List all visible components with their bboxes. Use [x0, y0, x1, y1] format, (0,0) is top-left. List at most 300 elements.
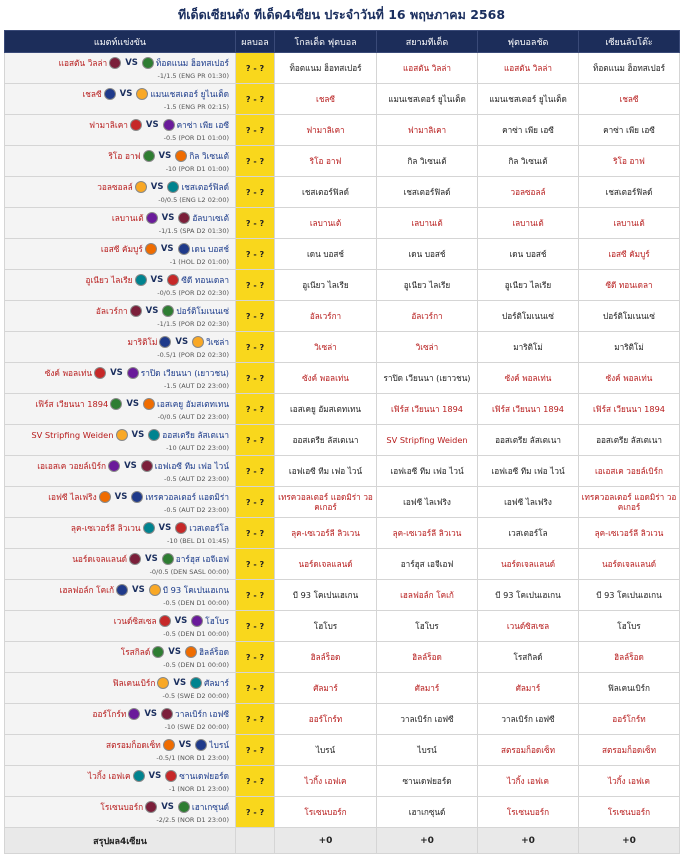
tipster-pick: บี 93 โคเปนเฮเกน	[478, 580, 579, 611]
tipster-pick: ซานเดฟยอร์ด	[377, 766, 478, 797]
tipster-pick: ซีดี ทอนเดลา	[579, 270, 680, 301]
away-team-logo-icon	[178, 243, 190, 255]
tipster-pick: ริโอ อาฟ	[275, 146, 377, 177]
tipster-pick: เวนด์ซิสเซล	[478, 611, 579, 642]
tipster-pick: เชลซี	[275, 84, 377, 115]
match-info: -0.5/1 (NOR D1 23:00)	[156, 754, 229, 762]
score-cell: ? - ?	[236, 735, 275, 766]
away-team-logo-icon	[175, 522, 187, 534]
away-team-logo-icon	[165, 770, 177, 782]
away-team[interactable]: ฮิลล์ร็อด	[198, 647, 229, 657]
tipster-pick: สตรอมก็อดเซ็ท	[478, 735, 579, 766]
match-cell[interactable]	[5, 611, 236, 642]
tipster-pick: เลบานเต้	[377, 208, 478, 239]
tipster-pick: ท็อตแนม ฮ็อทสเปอร์	[579, 53, 680, 84]
tipster-pick: เอฟซี ไลเฟริง	[478, 487, 579, 518]
match-info: -0/0.5 (AUT D2 23:00)	[157, 413, 229, 421]
match-cell[interactable]	[5, 456, 236, 487]
home-team-logo-icon	[128, 708, 140, 720]
vs-label: VS	[145, 554, 158, 564]
away-team-logo-icon	[190, 677, 202, 689]
table-row	[5, 518, 680, 549]
away-team[interactable]: อัลบาเซเต้	[192, 213, 229, 223]
home-team[interactable]: เอเอสเค วอยล์เบิร์ก	[37, 461, 107, 471]
match-cell[interactable]	[5, 487, 236, 518]
away-team-logo-icon	[142, 57, 154, 69]
home-team[interactable]: ฟิลเคนเบิร์ก	[112, 678, 156, 688]
vs-label: VS	[150, 182, 164, 192]
away-team[interactable]: ซีดี ทอนเดลา	[181, 275, 229, 285]
vs-label: VS	[131, 585, 145, 595]
summary-label: สรุปผล4เซียน	[5, 828, 236, 854]
score-cell: ? - ?	[236, 332, 275, 363]
score-cell: ? - ?	[236, 394, 275, 425]
home-team-logo-icon	[163, 739, 175, 751]
home-team-logo-icon	[143, 150, 155, 162]
tipster-pick: เอสซี คัมบูร์	[579, 239, 680, 270]
home-team[interactable]: ซังค์ พอลเท่น	[44, 368, 93, 378]
tipster-pick: ซังค์ พอลเท่น	[579, 363, 680, 394]
home-team-logo-icon	[145, 243, 157, 255]
summary-total: +0	[478, 828, 579, 854]
vs-label: VS	[175, 337, 189, 347]
match-cell[interactable]	[5, 208, 236, 239]
match-cell[interactable]	[5, 518, 236, 549]
home-team[interactable]: เอสซี คัมบูร์	[100, 244, 143, 254]
tipster-pick: เชลซี	[579, 84, 680, 115]
tipster-pick: เดน บอสช์	[275, 239, 377, 270]
away-team[interactable]: กิล วิเซนเต้	[189, 151, 229, 161]
tipster-pick: เอสเคยู อัมสเตทเทน	[275, 394, 377, 425]
tipster-pick: นอร์ดเจลแลนด์	[579, 549, 680, 580]
tipster-pick: แมนเชสเตอร์ ยูไนเต็ด	[478, 84, 579, 115]
away-team-logo-icon	[127, 367, 139, 379]
tipster-pick: เอฟเอซี ทีม เฟอ ไวน์	[275, 456, 377, 487]
score-cell: ? - ?	[236, 270, 275, 301]
vs-label: VS	[126, 399, 140, 409]
away-team[interactable]: ศัลมาร์	[204, 678, 229, 688]
table-row	[5, 332, 680, 363]
score-cell: ? - ?	[236, 146, 275, 177]
match-cell[interactable]	[5, 239, 236, 270]
tipster-pick: SV Stripfing Weiden	[377, 425, 478, 456]
away-team-logo-icon	[162, 305, 174, 317]
match-cell[interactable]	[5, 766, 236, 797]
table-row	[5, 611, 680, 642]
match-info: -0.5 (AUT D2 23:00)	[164, 475, 229, 483]
match-info: -10 (AUT D2 23:00)	[166, 444, 229, 452]
tipster-pick: อัลเวร์กา	[275, 301, 377, 332]
tipster-pick: ฟามาลิเคา	[377, 115, 478, 146]
match-cell[interactable]	[5, 394, 236, 425]
home-team-logo-icon	[110, 398, 122, 410]
header-tipster-1: โกลเด็ด ฟุตบอล	[275, 31, 377, 53]
tipster-pick: เอฟซี ไลเฟริง	[377, 487, 478, 518]
tipster-pick: ฮิลล์ร็อด	[579, 642, 680, 673]
score-cell: ? - ?	[236, 239, 275, 270]
table-row	[5, 797, 680, 828]
home-team[interactable]: เฮลฟอล์ก โคเก้	[59, 585, 114, 595]
match-cell[interactable]	[5, 146, 236, 177]
vs-label: VS	[148, 771, 162, 781]
tipster-pick: อาร์ฮุส เอจีเอฟ	[377, 549, 478, 580]
table-row	[5, 53, 680, 84]
away-team-logo-icon	[136, 88, 148, 100]
tipster-pick: ท็อตแนม ฮ็อทสเปอร์	[275, 53, 377, 84]
away-team[interactable]: เอสเคยู อัมสเตทเทน	[157, 399, 229, 409]
tipster-pick: แอสตัน วิลล่า	[478, 53, 579, 84]
tipster-pick: โรสกิลด์	[478, 642, 579, 673]
page-title: ทีเด็ดเซียนดัง ทีเด็ด4เซียน ประจำวันที่ 16 พฤษภาคม 2568	[177, 7, 506, 22]
table-row	[5, 580, 680, 611]
vs-label: VS	[173, 678, 187, 688]
tipster-pick: เลบานเต้	[478, 208, 579, 239]
away-team[interactable]: ออสเตรีย ลัสเตเนา	[162, 430, 229, 440]
match-cell[interactable]	[5, 673, 236, 704]
away-team-logo-icon	[148, 429, 160, 441]
vs-label: VS	[178, 740, 192, 750]
home-team[interactable]: ออร์โกร์ท	[92, 709, 127, 719]
score-cell: ? - ?	[236, 580, 275, 611]
match-info: -0.5 (DEN D1 00:00)	[163, 599, 229, 607]
match-info: -1.5 (AUT D2 23:00)	[164, 382, 229, 390]
home-team-logo-icon	[152, 646, 164, 658]
home-team-logo-icon	[159, 336, 171, 348]
tipster-pick: เชสเตอร์ฟิลด์	[275, 177, 377, 208]
tipster-pick: ลุค-เซเวอร์ลี ลิวเวน	[377, 518, 478, 549]
home-team-logo-icon	[108, 460, 120, 472]
vs-label: VS	[131, 430, 145, 440]
away-team[interactable]: ท็อตแนม ฮ็อทสเปอร์	[155, 58, 229, 68]
home-team-logo-icon	[130, 305, 142, 317]
tipster-pick: ฮิลล์ร็อด	[275, 642, 377, 673]
table-row	[5, 177, 680, 208]
home-team-logo-icon	[135, 181, 147, 193]
tipster-pick: ออสเตรีย ลัสเตเนา	[478, 425, 579, 456]
score-cell: ? - ?	[236, 84, 275, 115]
tipster-pick: เชสเตอร์ฟิลด์	[377, 177, 478, 208]
away-team[interactable]: ปอร์ติโมเนนเซ่	[176, 306, 229, 316]
home-team[interactable]: โรสกิลด์	[120, 647, 151, 657]
away-team[interactable]: ไบรน์	[209, 740, 229, 750]
tipster-pick: โฮโบร	[275, 611, 377, 642]
table-row	[5, 425, 680, 456]
tipster-pick: เฟิร์ส เวียนนา 1894	[377, 394, 478, 425]
table-row	[5, 301, 680, 332]
summary-total: +0	[275, 828, 377, 854]
away-team[interactable]: วิเซล่า	[206, 337, 229, 347]
vs-label: VS	[144, 709, 158, 719]
score-cell: ? - ?	[236, 53, 275, 84]
score-cell: ? - ?	[236, 518, 275, 549]
vs-label: VS	[161, 802, 174, 812]
tipster-pick: บี 93 โคเปนเฮเกน	[579, 580, 680, 611]
home-team[interactable]: เลบานเต้	[111, 213, 144, 223]
away-team-logo-icon	[149, 584, 161, 596]
tipster-pick: อัลเวร์กา	[377, 301, 478, 332]
away-team[interactable]: เชสเตอร์ฟิลด์	[181, 182, 229, 192]
tipster-pick: ซังค์ พอลเท่น	[275, 363, 377, 394]
tipster-pick: วาลเบิร์ก เอฟซี	[478, 704, 579, 735]
tipster-pick: คาซ่า เพีย เอซี	[478, 115, 579, 146]
tipster-pick: ศัลมาร์	[275, 673, 377, 704]
home-team[interactable]: ริโอ อาฟ	[108, 151, 141, 161]
vs-label: VS	[158, 151, 172, 161]
score-cell: ? - ?	[236, 673, 275, 704]
tipster-pick: ไวกิ้ง เอฟเค	[478, 766, 579, 797]
match-info: -0.5 (DEN D1 00:00)	[163, 630, 229, 638]
tipster-pick: ไบรน์	[275, 735, 377, 766]
header-tipster-4: เซียนลับโต๊ะ	[579, 31, 680, 53]
match-cell[interactable]	[5, 84, 236, 115]
match-cell[interactable]	[5, 177, 236, 208]
vs-label: VS	[161, 213, 175, 223]
match-cell[interactable]	[5, 549, 236, 580]
tipster-pick: เฮาเกซุนด์	[377, 797, 478, 828]
table-row	[5, 208, 680, 239]
table-row	[5, 704, 680, 735]
tipster-pick: ฟามาลิเคา	[275, 115, 377, 146]
away-team[interactable]: บี 93 โคเปนเฮเกน	[162, 585, 229, 595]
match-cell[interactable]	[5, 363, 236, 394]
match-info: -1 (HOL D2 01:00)	[169, 258, 229, 266]
score-cell: ? - ?	[236, 301, 275, 332]
tipster-pick: ฟิลเคนเบิร์ก	[579, 673, 680, 704]
header-result: ผลบอล	[236, 31, 275, 53]
match-info: -0/0.5 (ENG L2 02:00)	[158, 196, 229, 204]
match-info: -0.5 (DEN D1 00:00)	[163, 661, 229, 669]
away-team[interactable]: เฮาเกซุนด์	[191, 802, 229, 812]
away-team-logo-icon	[161, 708, 173, 720]
away-team-logo-icon	[191, 615, 203, 627]
match-cell[interactable]	[5, 642, 236, 673]
vs-label: VS	[174, 616, 188, 626]
tipster-pick: คาซ่า เพีย เอซี	[579, 115, 680, 146]
away-team[interactable]: แมนเชสเตอร์ ยูไนเต็ด	[150, 89, 229, 99]
table-row	[5, 642, 680, 673]
match-info: -10 (BEL D1 01:45)	[167, 537, 229, 545]
home-team-logo-icon	[104, 88, 116, 100]
tipster-pick: ปอร์ติโมเนนเซ่	[478, 301, 579, 332]
vs-label: VS	[114, 492, 128, 502]
home-team[interactable]: โรเซนบอร์ก	[100, 802, 144, 812]
tipster-pick: โรเซนบอร์ก	[579, 797, 680, 828]
table-row	[5, 549, 680, 580]
table-row	[5, 487, 680, 518]
tipster-pick: โรเซนบอร์ก	[275, 797, 377, 828]
away-team[interactable]: ราปิด เวียนนา (เยาวชน)	[140, 368, 229, 378]
match-info: -1/1.5 (ENG PR 01:30)	[157, 72, 229, 80]
vs-label: VS	[145, 306, 159, 316]
tips-table	[4, 30, 680, 854]
score-cell: ? - ?	[236, 208, 275, 239]
tipster-pick: ศัลมาร์	[377, 673, 478, 704]
match-cell[interactable]	[5, 580, 236, 611]
away-team[interactable]: โฮโบร	[205, 616, 229, 626]
away-team-logo-icon	[162, 553, 174, 565]
home-team[interactable]: เชลซี	[82, 89, 102, 99]
tipster-pick: กิล วิเซนเต้	[377, 146, 478, 177]
match-info: -1/1.5 (POR D2 02:30)	[157, 320, 229, 328]
home-team[interactable]: เอฟซี ไลเฟริง	[48, 492, 97, 502]
tipster-pick: เทรควอลเตอร์ แอดมิร่า วอคเกอร์	[275, 487, 377, 518]
away-team-logo-icon	[185, 646, 197, 658]
match-cell[interactable]	[5, 735, 236, 766]
home-team-logo-icon	[135, 274, 147, 286]
home-team[interactable]: เวนด์ซิสเซล	[113, 616, 157, 626]
home-team-logo-icon	[94, 367, 106, 379]
score-cell: ? - ?	[236, 797, 275, 828]
tipster-pick: เฟิร์ส เวียนนา 1894	[478, 394, 579, 425]
match-info: -0.5 (AUT D2 23:00)	[164, 506, 229, 514]
score-cell: ? - ?	[236, 642, 275, 673]
tipster-pick: ไวกิ้ง เอฟเค	[579, 766, 680, 797]
summary-total: +0	[377, 828, 478, 854]
table-row	[5, 394, 680, 425]
home-team[interactable]: อูเนียว ไลเรีย	[85, 275, 133, 285]
tipster-pick: ปอร์ติโมเนนเซ่	[579, 301, 680, 332]
away-team[interactable]: ซานเดฟยอร์ด	[179, 771, 229, 781]
away-team-logo-icon	[163, 119, 175, 131]
tipster-pick: เอเอสเค วอยล์เบิร์ก	[579, 456, 680, 487]
away-team[interactable]: คาซ่า เพีย เอซี	[176, 120, 229, 130]
header-tipster-2: สยามทีเด็ด	[377, 31, 478, 53]
home-team-logo-icon	[109, 57, 121, 69]
home-team-logo-icon	[143, 522, 155, 534]
home-team[interactable]: อัลเวร์กา	[95, 306, 128, 316]
tipster-pick: อูเนียว ไลเรีย	[275, 270, 377, 301]
away-team[interactable]: เทรควอลเตอร์ แอดมิร่า	[145, 492, 229, 502]
home-team[interactable]: มาริติโม่	[127, 337, 158, 347]
tipster-pick: โฮโบร	[579, 611, 680, 642]
away-team-logo-icon	[167, 181, 179, 193]
table-row	[5, 115, 680, 146]
match-cell[interactable]	[5, 704, 236, 735]
match-cell[interactable]	[5, 53, 236, 84]
home-team[interactable]: SV Stripfing Weiden	[31, 430, 114, 440]
vs-label: VS	[110, 368, 123, 378]
tipster-pick: ไบรน์	[377, 735, 478, 766]
match-info: -1.5 (ENG PR 02:15)	[163, 103, 229, 111]
home-team-logo-icon	[130, 119, 142, 131]
table-row	[5, 766, 680, 797]
home-team[interactable]: วอลซอลล์	[97, 182, 133, 192]
away-team[interactable]: อาร์ฮุส เอจีเอฟ	[175, 554, 229, 564]
match-cell[interactable]	[5, 797, 236, 828]
score-cell: ? - ?	[236, 363, 275, 394]
home-team[interactable]: ไวกิ้ง เอฟเค	[87, 771, 131, 781]
vs-label: VS	[145, 120, 159, 130]
match-info: -0.5/1 (POR D2 02:30)	[157, 351, 229, 359]
home-team[interactable]: แอสตัน วิลล่า	[58, 58, 108, 68]
summary-blank	[236, 828, 275, 854]
home-team[interactable]: ลุค-เซเวอร์ลี ลิวเวน	[70, 523, 141, 533]
tipster-pick: เดน บอสช์	[377, 239, 478, 270]
away-team-logo-icon	[143, 398, 155, 410]
home-team[interactable]: สตรอมก็อดเซ็ท	[106, 740, 161, 750]
table-row	[5, 84, 680, 115]
tipster-pick: กิล วิเซนเต้	[478, 146, 579, 177]
match-cell[interactable]	[5, 425, 236, 456]
home-team-logo-icon	[159, 615, 171, 627]
tipster-pick: เลบานเต้	[579, 208, 680, 239]
tipster-pick: เชสเตอร์ฟิลด์	[579, 177, 680, 208]
score-cell: ? - ?	[236, 487, 275, 518]
home-team-logo-icon	[133, 770, 145, 782]
vs-label: VS	[119, 89, 133, 99]
vs-label: VS	[124, 461, 137, 471]
tipster-pick: เดน บอสช์	[478, 239, 579, 270]
tipster-pick: ไวกิ้ง เอฟเค	[275, 766, 377, 797]
tipster-pick: ลุค-เซเวอร์ลี ลิวเวน	[579, 518, 680, 549]
score-cell: ? - ?	[236, 456, 275, 487]
match-info: -2/2.5 (NOR D1 23:00)	[156, 816, 229, 824]
match-cell[interactable]	[5, 115, 236, 146]
vs-label: VS	[125, 58, 138, 68]
away-team[interactable]: เดน บอสช์	[191, 244, 229, 254]
away-team[interactable]: วาลเบิร์ก เอฟซี	[175, 709, 229, 719]
match-info: -0/0.5 (DEN SASL 00:00)	[149, 568, 229, 576]
home-team[interactable]: นอร์ดเจลแลนด์	[72, 554, 128, 564]
home-team[interactable]: เฟิร์ส เวียนนา 1894	[35, 399, 109, 409]
away-team-logo-icon	[195, 739, 207, 751]
tipster-pick: บี 93 โคเปนเฮเกน	[275, 580, 377, 611]
score-cell: ? - ?	[236, 177, 275, 208]
table-body	[5, 53, 680, 828]
vs-label: VS	[168, 647, 181, 657]
home-team-logo-icon	[116, 429, 128, 441]
away-team[interactable]: เวสเตอร์โล	[189, 523, 229, 533]
away-team-logo-icon	[192, 336, 204, 348]
table-row	[5, 735, 680, 766]
home-team-logo-icon	[146, 212, 158, 224]
home-team[interactable]: ฟามาลิเคา	[89, 120, 128, 130]
away-team[interactable]: เอฟเอซี ทีม เฟอ ไวน์	[154, 461, 229, 471]
home-team-logo-icon	[145, 801, 157, 813]
tipster-pick: นอร์ดเจลแลนด์	[275, 549, 377, 580]
tipster-pick: อูเนียว ไลเรีย	[478, 270, 579, 301]
tipster-pick: เฮลฟอล์ก โคเก้	[377, 580, 478, 611]
tipster-pick: สตรอมก็อดเซ็ท	[579, 735, 680, 766]
away-team-logo-icon	[178, 801, 190, 813]
match-info: -10 (SWE D2 00:00)	[164, 723, 229, 731]
tipster-pick: อูเนียว ไลเรีย	[377, 270, 478, 301]
table-row	[5, 146, 680, 177]
tipster-pick: ลุค-เซเวอร์ลี ลิวเวน	[275, 518, 377, 549]
tipster-pick: ซังค์ พอลเท่น	[478, 363, 579, 394]
match-cell[interactable]	[5, 332, 236, 363]
score-cell: ? - ?	[236, 704, 275, 735]
match-cell[interactable]	[5, 270, 236, 301]
away-team-logo-icon	[167, 274, 179, 286]
table-row	[5, 673, 680, 704]
home-team-logo-icon	[116, 584, 128, 596]
header-tipster-3: ฟุตบอลชัด	[478, 31, 579, 53]
vs-label: VS	[150, 275, 164, 285]
summary-row	[5, 828, 680, 854]
tipster-pick: เวสเตอร์โล	[478, 518, 579, 549]
tipster-pick: เอฟเอซี ทีม เฟอ ไวน์	[377, 456, 478, 487]
match-cell[interactable]	[5, 301, 236, 332]
score-cell: ? - ?	[236, 611, 275, 642]
tipster-pick: ออร์โกร์ท	[579, 704, 680, 735]
match-info: -10 (POR D1 01:00)	[165, 165, 229, 173]
score-cell: ? - ?	[236, 549, 275, 580]
tipster-pick: โฮโบร	[377, 611, 478, 642]
summary-total: +0	[579, 828, 680, 854]
score-cell: ? - ?	[236, 766, 275, 797]
vs-label: VS	[160, 244, 174, 254]
